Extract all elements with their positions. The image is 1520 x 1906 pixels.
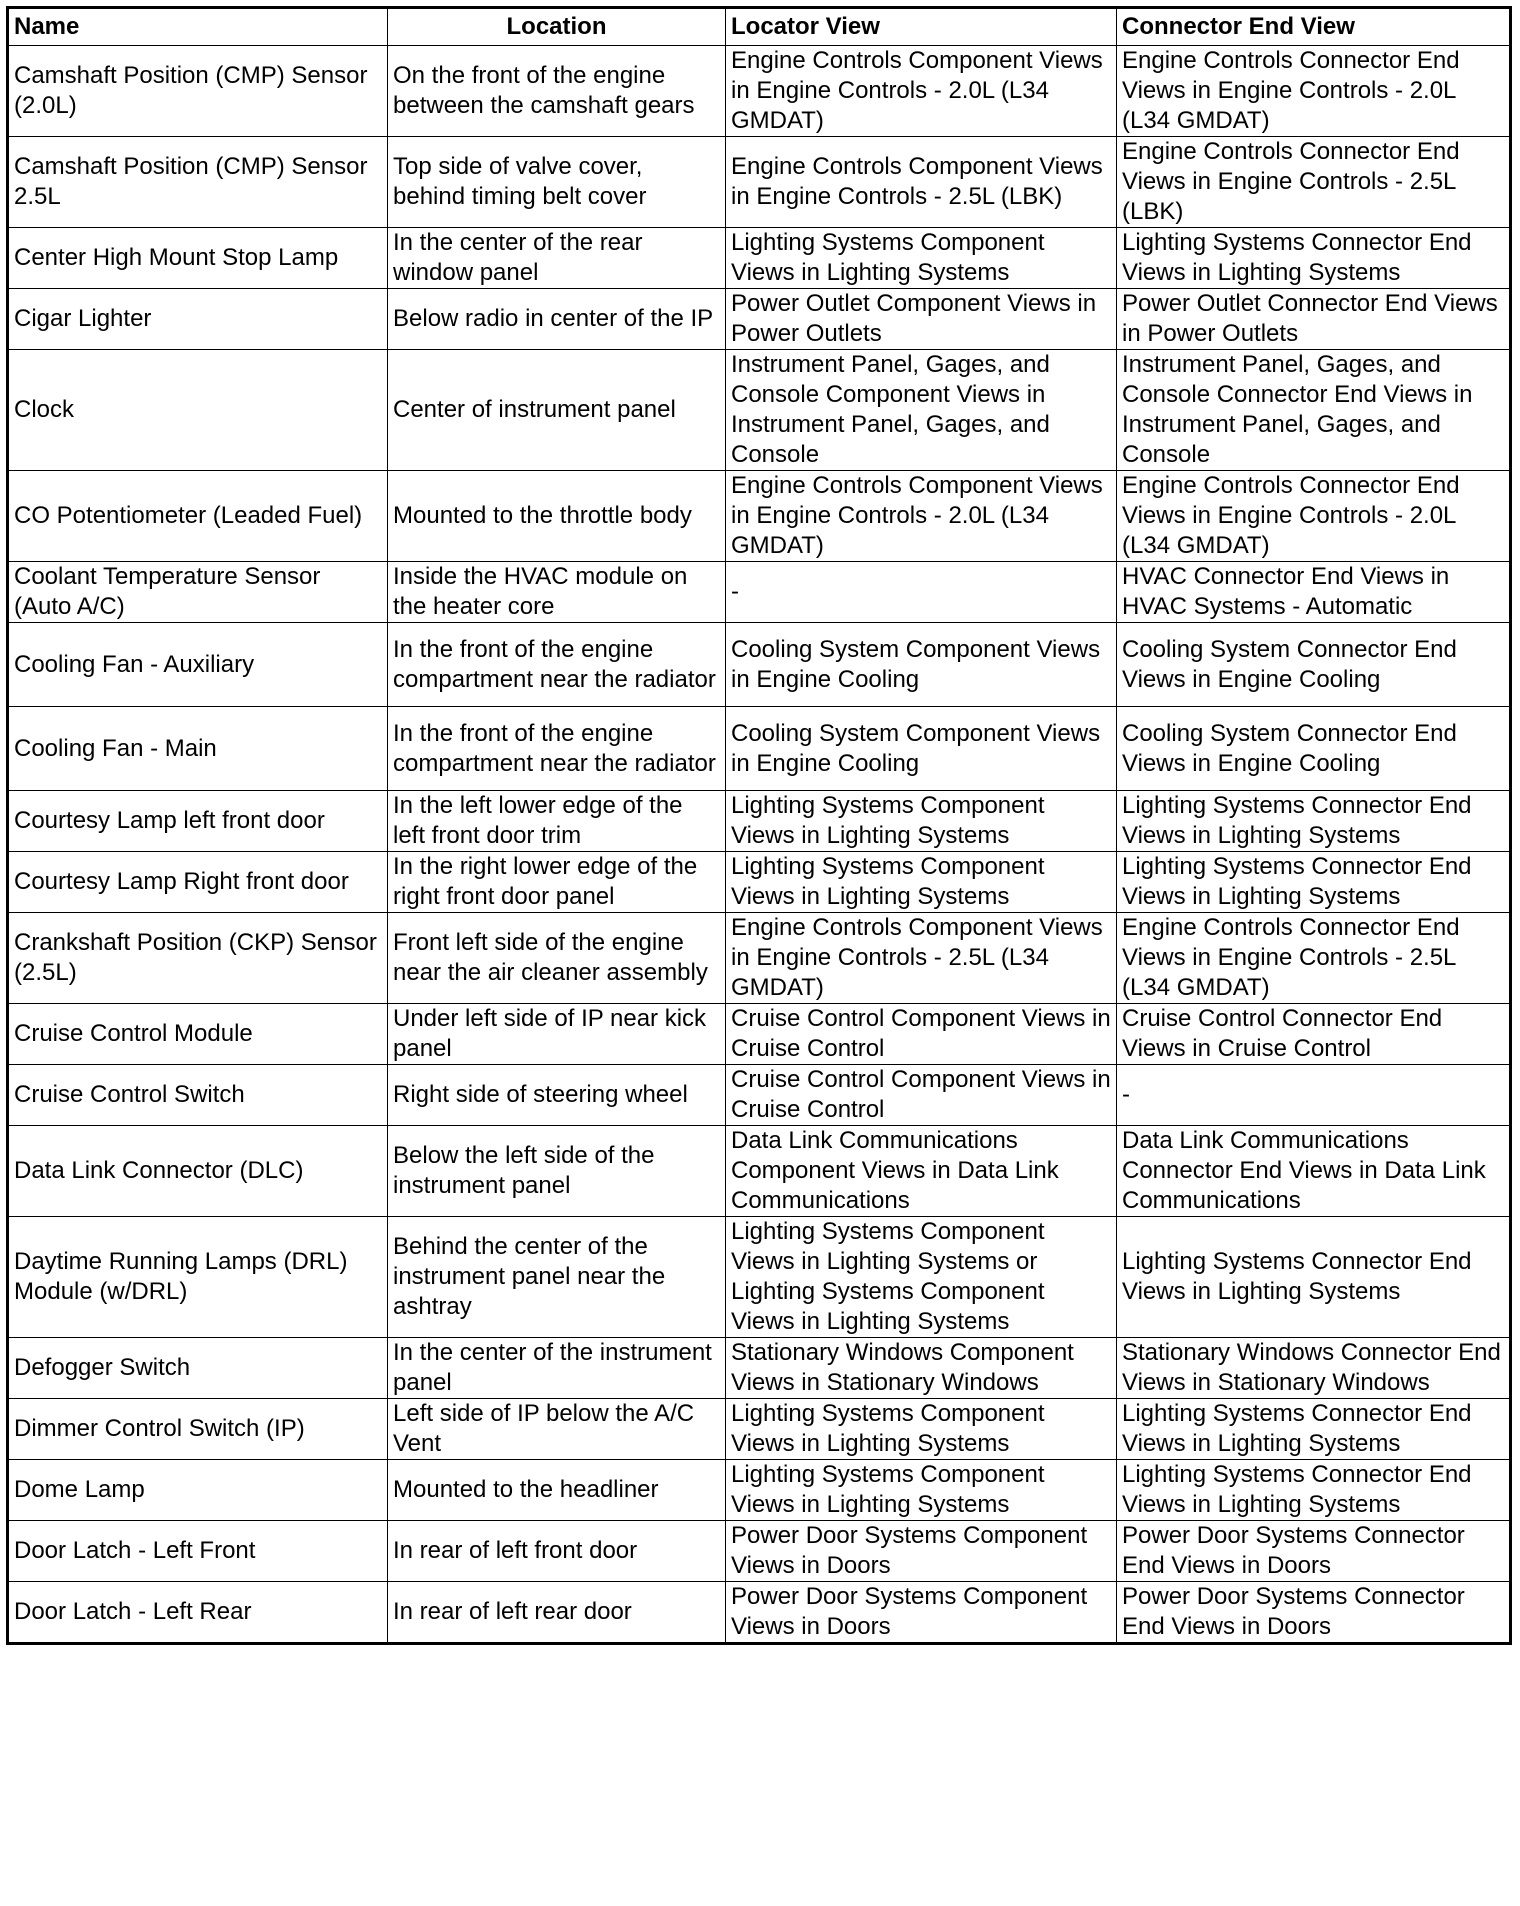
- table-row: [8, 1065, 1511, 1126]
- cell-connector-end-view: Lighting Systems Connector End Views in Lighting Systems: [1117, 1399, 1511, 1460]
- cell-locator-view: Data Link Communications Component Views in Data Link Communications: [726, 1126, 1117, 1217]
- cell-name: Dimmer Control Switch (IP): [8, 1399, 388, 1460]
- cell-locator-view: Engine Controls Component Views in Engine Controls - 2.5L (LBK): [726, 137, 1117, 228]
- cell-locator-view: Lighting Systems Component Views in Lighting Systems: [726, 1460, 1117, 1521]
- cell-connector-end-view: Stationary Windows Connector End Views in Stationary Windows: [1117, 1338, 1511, 1399]
- cell-locator-view: Engine Controls Component Views in Engine Controls - 2.0L (L34 GMDAT): [726, 46, 1117, 137]
- cell-connector-end-view: Lighting Systems Connector End Views in Lighting Systems: [1117, 1217, 1511, 1338]
- table-row: [8, 1217, 1511, 1338]
- cell-connector-end-view: Power Door Systems Connector End Views in Doors: [1117, 1521, 1511, 1582]
- cell-name: Defogger Switch: [8, 1338, 388, 1399]
- cell-connector-end-view: Cooling System Connector End Views in Engine Cooling: [1117, 707, 1511, 791]
- cell-locator-view: Cruise Control Component Views in Cruise Control: [726, 1065, 1117, 1126]
- cell-locator-view: Power Door Systems Component Views in Doors: [726, 1521, 1117, 1582]
- cell-name: Dome Lamp: [8, 1460, 388, 1521]
- cell-name: Courtesy Lamp left front door: [8, 791, 388, 852]
- cell-connector-end-view: Instrument Panel, Gages, and Console Connector End Views in Instrument Panel, Gages, and Console: [1117, 350, 1511, 471]
- table-body: [8, 46, 1511, 1644]
- header-row: [8, 8, 1511, 46]
- cell-name: Cooling Fan - Main: [8, 707, 388, 791]
- table-row: [8, 707, 1511, 791]
- cell-connector-end-view: Cruise Control Connector End Views in Cruise Control: [1117, 1004, 1511, 1065]
- cell-name: Cruise Control Switch: [8, 1065, 388, 1126]
- cell-connector-end-view: Engine Controls Connector End Views in Engine Controls - 2.5L (LBK): [1117, 137, 1511, 228]
- table-row: [8, 46, 1511, 137]
- cell-locator-view: Power Outlet Component Views in Power Outlets: [726, 289, 1117, 350]
- cell-name: Cruise Control Module: [8, 1004, 388, 1065]
- table-row: [8, 791, 1511, 852]
- cell-connector-end-view: Power Outlet Connector End Views in Power Outlets: [1117, 289, 1511, 350]
- cell-location: In the center of the rear window panel: [388, 228, 726, 289]
- cell-name: Data Link Connector (DLC): [8, 1126, 388, 1217]
- cell-name: CO Potentiometer (Leaded Fuel): [8, 471, 388, 562]
- cell-connector-end-view: Engine Controls Connector End Views in Engine Controls - 2.5L (L34 GMDAT): [1117, 913, 1511, 1004]
- cell-name: Clock: [8, 350, 388, 471]
- cell-location: Center of instrument panel: [388, 350, 726, 471]
- cell-name: Cooling Fan - Auxiliary: [8, 623, 388, 707]
- table-row: [8, 913, 1511, 1004]
- table-row: [8, 471, 1511, 562]
- table-row: [8, 1126, 1511, 1217]
- cell-location: In rear of left front door: [388, 1521, 726, 1582]
- cell-connector-end-view: Data Link Communications Connector End Views in Data Link Communications: [1117, 1126, 1511, 1217]
- table-row: [8, 1521, 1511, 1582]
- table-row: [8, 562, 1511, 623]
- cell-location: In the left lower edge of the left front door trim: [388, 791, 726, 852]
- cell-connector-end-view: HVAC Connector End Views in HVAC Systems - Automatic: [1117, 562, 1511, 623]
- cell-connector-end-view: Power Door Systems Connector End Views in Doors: [1117, 1582, 1511, 1644]
- table-row: [8, 1338, 1511, 1399]
- cell-location: In the center of the instrument panel: [388, 1338, 726, 1399]
- cell-name: Camshaft Position (CMP) Sensor (2.0L): [8, 46, 388, 137]
- cell-location: Behind the center of the instrument panel near the ashtray: [388, 1217, 726, 1338]
- cell-connector-end-view: Engine Controls Connector End Views in Engine Controls - 2.0L (L34 GMDAT): [1117, 46, 1511, 137]
- cell-locator-view: Stationary Windows Component Views in Stationary Windows: [726, 1338, 1117, 1399]
- cell-locator-view: Cooling System Component Views in Engine Cooling: [726, 623, 1117, 707]
- cell-location: In the right lower edge of the right front door panel: [388, 852, 726, 913]
- cell-connector-end-view: Lighting Systems Connector End Views in Lighting Systems: [1117, 791, 1511, 852]
- cell-location: In rear of left rear door: [388, 1582, 726, 1644]
- header-locator-view: Locator View: [726, 8, 1117, 46]
- cell-locator-view: Instrument Panel, Gages, and Console Component Views in Instrument Panel, Gages, and Console: [726, 350, 1117, 471]
- table-header: [8, 8, 1511, 46]
- cell-location: Top side of valve cover, behind timing belt cover: [388, 137, 726, 228]
- cell-location: In the front of the engine compartment near the radiator: [388, 623, 726, 707]
- cell-name: Camshaft Position (CMP) Sensor 2.5L: [8, 137, 388, 228]
- header-name: Name: [8, 8, 388, 46]
- table-row: [8, 852, 1511, 913]
- cell-name: Door Latch - Left Front: [8, 1521, 388, 1582]
- cell-locator-view: Lighting Systems Component Views in Lighting Systems: [726, 791, 1117, 852]
- table-row: [8, 1460, 1511, 1521]
- cell-location: Front left side of the engine near the air cleaner assembly: [388, 913, 726, 1004]
- table-row: [8, 623, 1511, 707]
- cell-name: Door Latch - Left Rear: [8, 1582, 388, 1644]
- cell-name: Center High Mount Stop Lamp: [8, 228, 388, 289]
- cell-location: In the front of the engine compartment near the radiator: [388, 707, 726, 791]
- cell-locator-view: Engine Controls Component Views in Engine Controls - 2.5L (L34 GMDAT): [726, 913, 1117, 1004]
- cell-locator-view: Lighting Systems Component Views in Lighting Systems: [726, 1399, 1117, 1460]
- cell-location: Right side of steering wheel: [388, 1065, 726, 1126]
- table-row: [8, 289, 1511, 350]
- cell-location: On the front of the engine between the camshaft gears: [388, 46, 726, 137]
- cell-locator-view: Lighting Systems Component Views in Lighting Systems: [726, 228, 1117, 289]
- table-row: [8, 137, 1511, 228]
- cell-connector-end-view: Lighting Systems Connector End Views in Lighting Systems: [1117, 1460, 1511, 1521]
- cell-name: Cigar Lighter: [8, 289, 388, 350]
- cell-location: Below radio in center of the IP: [388, 289, 726, 350]
- cell-locator-view: Power Door Systems Component Views in Doors: [726, 1582, 1117, 1644]
- cell-connector-end-view: -: [1117, 1065, 1511, 1126]
- cell-connector-end-view: Lighting Systems Connector End Views in Lighting Systems: [1117, 852, 1511, 913]
- cell-locator-view: Lighting Systems Component Views in Lighting Systems or Lighting Systems Component Views in Lighting Systems: [726, 1217, 1117, 1338]
- cell-name: Daytime Running Lamps (DRL) Module (w/DRL): [8, 1217, 388, 1338]
- table-row: [8, 1399, 1511, 1460]
- header-location: Location: [388, 8, 726, 46]
- component-locator-sheet: [6, 6, 1509, 1645]
- cell-locator-view: Cooling System Component Views in Engine Cooling: [726, 707, 1117, 791]
- cell-name: Coolant Temperature Sensor (Auto A/C): [8, 562, 388, 623]
- table-row: [8, 1582, 1511, 1644]
- cell-location: Below the left side of the instrument panel: [388, 1126, 726, 1217]
- cell-locator-view: -: [726, 562, 1117, 623]
- cell-locator-view: Engine Controls Component Views in Engine Controls - 2.0L (L34 GMDAT): [726, 471, 1117, 562]
- cell-connector-end-view: Lighting Systems Connector End Views in Lighting Systems: [1117, 228, 1511, 289]
- table-row: [8, 228, 1511, 289]
- cell-location: Inside the HVAC module on the heater core: [388, 562, 726, 623]
- cell-connector-end-view: Cooling System Connector End Views in Engine Cooling: [1117, 623, 1511, 707]
- cell-locator-view: Lighting Systems Component Views in Lighting Systems: [726, 852, 1117, 913]
- cell-connector-end-view: Engine Controls Connector End Views in Engine Controls - 2.0L (L34 GMDAT): [1117, 471, 1511, 562]
- cell-name: Courtesy Lamp Right front door: [8, 852, 388, 913]
- cell-name: Crankshaft Position (CKP) Sensor (2.5L): [8, 913, 388, 1004]
- cell-location: Under left side of IP near kick panel: [388, 1004, 726, 1065]
- cell-location: Mounted to the throttle body: [388, 471, 726, 562]
- table-row: [8, 1004, 1511, 1065]
- cell-location: Mounted to the headliner: [388, 1460, 726, 1521]
- cell-locator-view: Cruise Control Component Views in Cruise Control: [726, 1004, 1117, 1065]
- table-row: [8, 350, 1511, 471]
- component-table: [6, 6, 1512, 1645]
- header-connector-end-view: Connector End View: [1117, 8, 1511, 46]
- cell-location: Left side of IP below the A/C Vent: [388, 1399, 726, 1460]
